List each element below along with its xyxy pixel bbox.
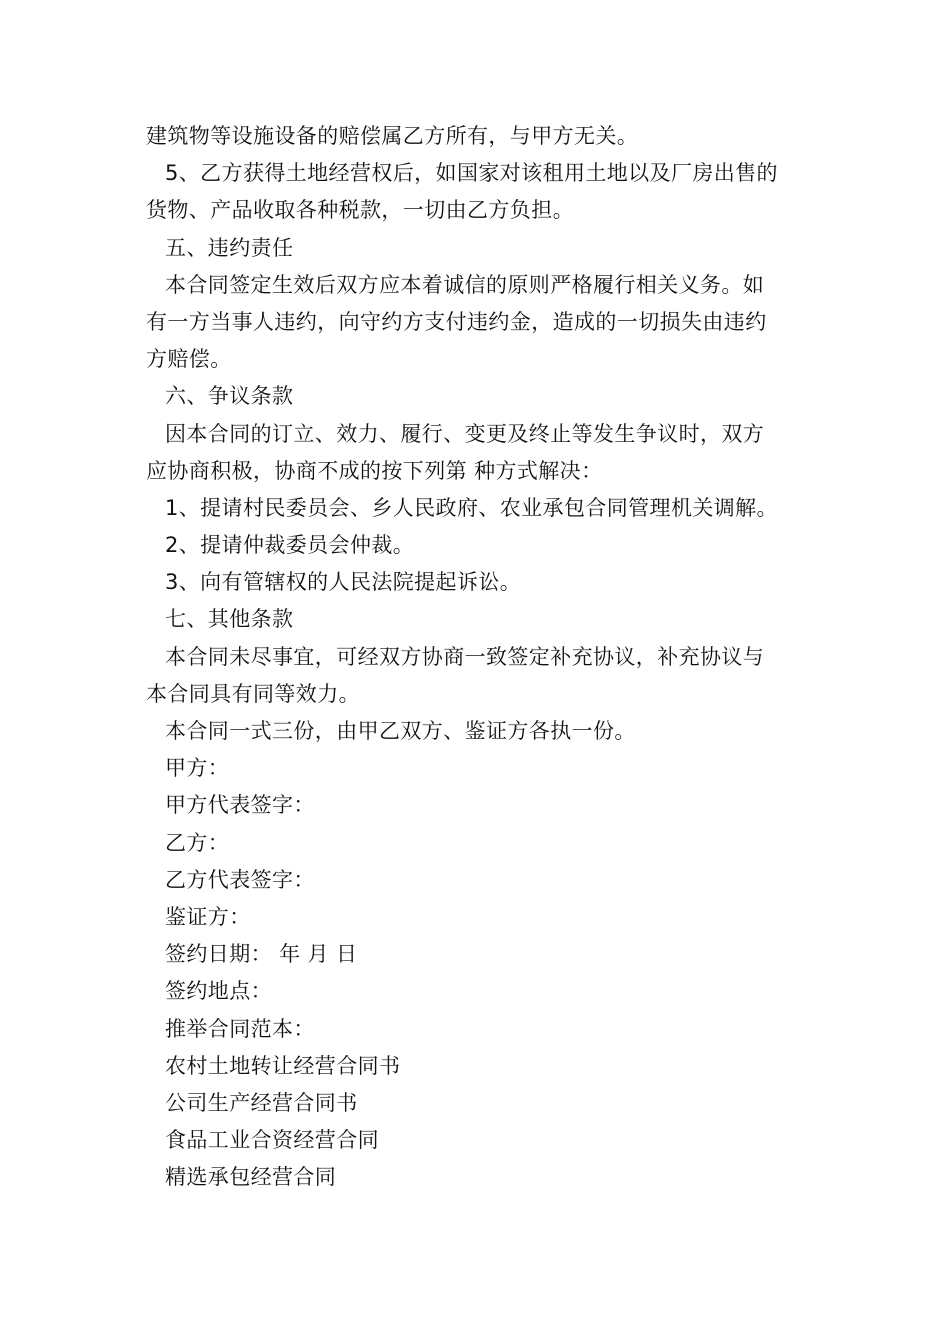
list-item: 2、提请仲裁委员会仲裁。 <box>165 533 415 558</box>
text-line: 本合同具有同等效力。 <box>146 681 360 706</box>
text-line: 应协商积极，协商不成的按下列第 种方式解决： <box>146 458 603 483</box>
signing-date-field: 签约日期： 年 月 日 <box>165 942 358 967</box>
recommended-template-item: 精选承包经营合同 <box>165 1165 337 1190</box>
text-line: 货物、产品收取各种税款，一切由乙方负担。 <box>146 198 574 223</box>
text-line: 方赔偿。 <box>146 347 232 372</box>
section-heading: 七、其他条款 <box>165 607 294 632</box>
list-item: 3、向有管辖权的人民法院提起诉讼。 <box>165 570 522 595</box>
text-line: 本合同未尽事宜，可经双方协商一致签定补充协议，补充协议与 <box>165 644 765 669</box>
section-heading: 六、争议条款 <box>165 384 294 409</box>
text-line: 本合同一式三份，由甲乙双方、鉴证方各执一份。 <box>165 719 636 743</box>
text-line: 5、乙方获得土地经营权后，如国家对该租用土地以及厂房出售的 <box>165 161 778 186</box>
signing-place-field: 签约地点： <box>165 979 272 1004</box>
recommended-templates-heading: 推举合同范本： <box>165 1016 315 1041</box>
document-page <box>146 118 810 1196</box>
list-item: 1、提请村民委员会、乡人民政府、农业承包合同管理机关调解。 <box>165 495 778 520</box>
recommended-template-item: 食品工业合资经营合同 <box>165 1128 379 1153</box>
signature-field-party-b: 乙方： <box>165 830 230 855</box>
recommended-template-item: 农村土地转让经营合同书 <box>165 1053 401 1078</box>
signature-field-witness: 鉴证方： <box>165 904 251 929</box>
recommended-template-item: 公司生产经营合同书 <box>165 1090 358 1115</box>
text-line: 因本合同的订立、效力、履行、变更及终止等发生争议时，双方 <box>165 421 765 446</box>
signature-field-party-b-rep: 乙方代表签字： <box>165 867 315 892</box>
signature-field-party-a-rep: 甲方代表签字： <box>165 793 315 818</box>
text-line: 有一方当事人违约，向守约方支付违约金，造成的一切损失由违约 <box>146 309 767 334</box>
signature-field-party-a: 甲方： <box>165 756 230 781</box>
text-line: 本合同签定生效后双方应本着诚信的原则严格履行相关义务。如 <box>165 272 765 297</box>
text-line: 建筑物等设施设备的赔偿属乙方所有，与甲方无关。 <box>146 124 639 148</box>
section-heading: 五、违约责任 <box>165 235 294 260</box>
